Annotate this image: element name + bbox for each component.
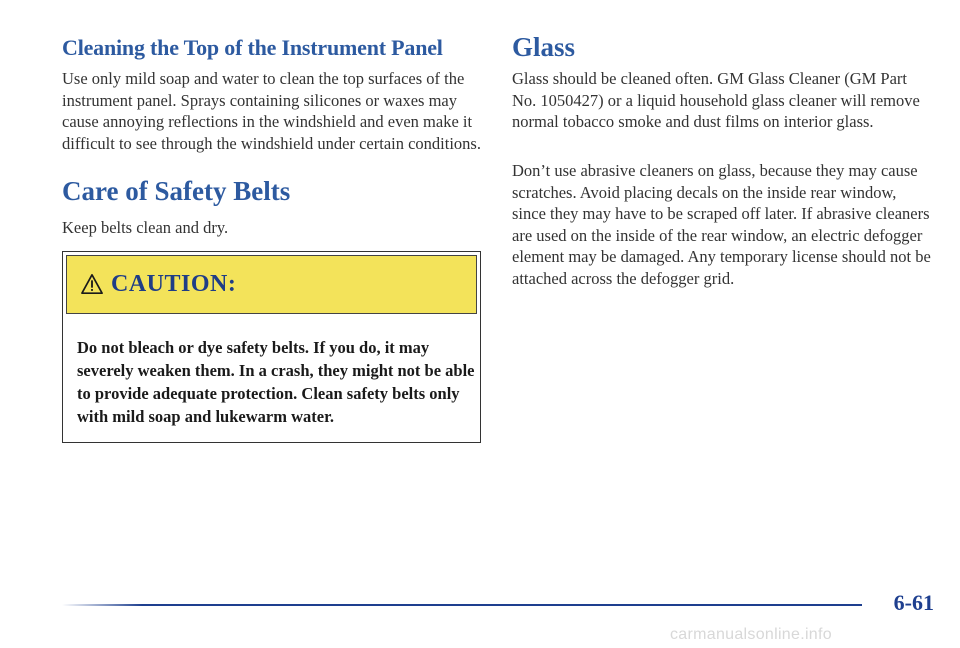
section-heading-instrument-panel: Cleaning the Top of the Instrument Panel [62,35,443,60]
warning-triangle-icon [81,273,103,295]
instrument-panel-paragraph: Use only mild soap and water to clean the top surfaces of the instrument panel. Sprays containing silicones or waxes may cause annoying reflections in the windshield and even make it difficult to see through the windshield under certain conditions. [62,69,481,153]
glass-paragraph-1: Glass should be cleaned often. GM Glass Cleaner (GM Part No. 1050427) or a liquid household glass cleaner will remove normal tobacco smoke and dust films on interior glass. [512,69,920,131]
caution-text: Do not bleach or dye safety belts. If you do, it may severely weaken them. In a crash, they might not be able to provide adequate protection. Clean safety belts only with mild soap and lukewarm water. [77,338,475,426]
page-number: 6-61 [893,590,934,615]
footer-rule [62,604,862,606]
glass-paragraph-2: Don’t use abrasive cleaners on glass, because they may cause scratches. Avoid placing decals on the inside rear window, since they may have to be scraped off later. If abrasive cleaners are used on the inside of the rear window, an electric defogger element may be damaged. Any temporary license should not be attached across the defogger grid. [512,161,931,288]
caution-title: CAUTION: [111,271,237,297]
section-heading-glass: Glass [512,32,576,62]
caution-header [66,255,477,314]
caution-box [62,251,481,443]
watermark-text: carmanualsonline.info [670,626,832,643]
safety-belts-paragraph: Keep belts clean and dry. [62,218,229,237]
section-heading-safety-belts: Care of Safety Belts [62,176,291,206]
